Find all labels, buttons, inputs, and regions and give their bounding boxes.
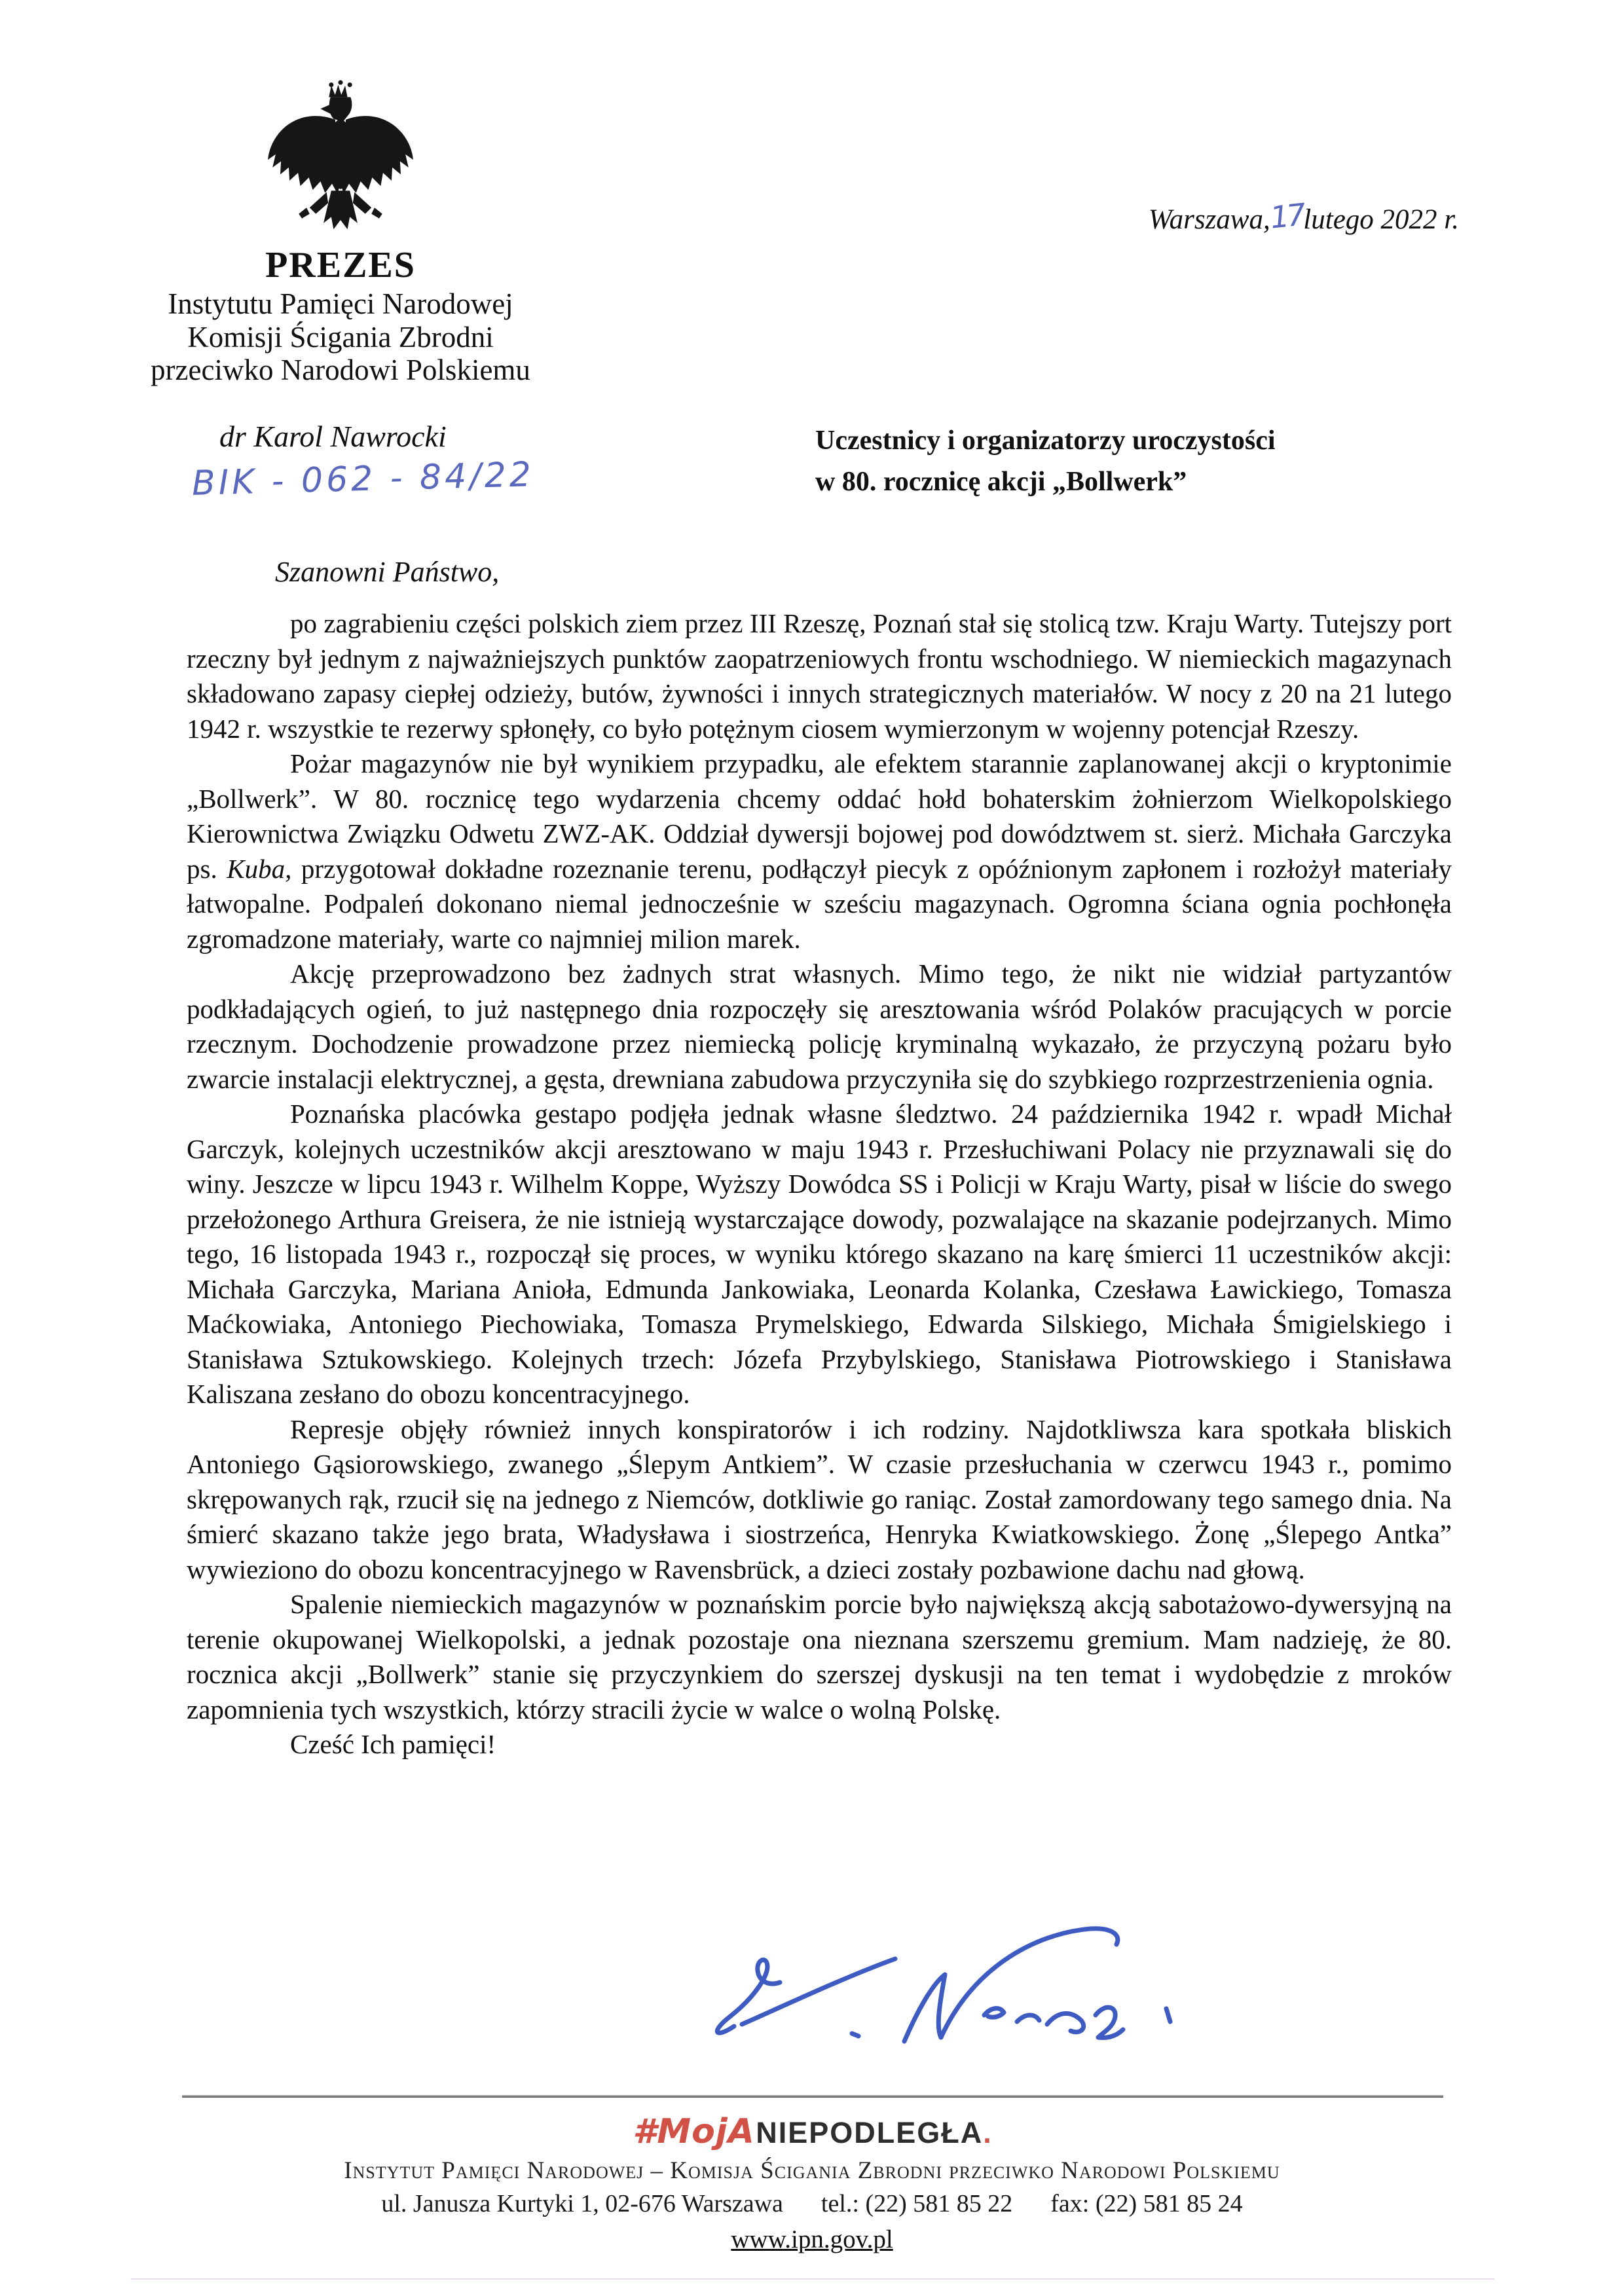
letterhead-org-line-3: przeciwko Narodowi Polskiemu bbox=[151, 354, 530, 387]
letter-paragraph: po zagrabieniu części polskich ziem przez III Rzeszę, Poznań stał się stolicą tzw. Kraju Warty. Tutejszy port rzeczny był jednym z najważniejszych punktów zaopatrzeniowych frontu wschodniego. W niemieckich magazynach składowano zapasy ciepłej odzieży, butów, żywności i innych strategicznych materiałów. W nocy z 20 na 21 lutego 1942 r. wszystkie te rezerwy spłonęły, co było potężnym ciosem wymierzonym w wojenny potencjał Rzeszy. bbox=[187, 608, 1452, 744]
letter-paragraph: Poznańska placówka gestapo podjęła jednak własne śledztwo. 24 października 1942 r. wpadł Michał Garczyk, kolejnych uczestników akcji aresztowano w maju 1943 r. Przesłuchiwani Polacy nie przyznawali się do winy. Jeszcze w lipcu 1943 r. Wilhelm Koppe, Wyższy Dowódca SS i Policji w Kraju Warty, pisał w liście do swego przełożonego Arthura Greisera, że nie istnieją wystarczające dowody, pozwalające na skazanie podejrzanych. Mimo tego, 16 listopada 1943 r., rozpoczął się proces, w wyniku którego skazano na karę śmierci 11 uczestników akcji: Michała Garczyka, Mariana Anioła, Edmunda Jankowiaka, Leonarda Kolanka, Czesława Ławickiego, Tomasza Maćkowiaka, Antoniego Piechowiaka, Tomasza Prymelskiego, Edwarda Silskiego, Michała Śmigielskiego i Stanisława Sztukowskiego. Kolejnych trzech: Józefa Przybylskiego, Stanisława Piotrowskiego i Stanisława Kaliszana zesłano do obozu koncentracyjnego. bbox=[187, 1099, 1452, 1409]
footer-divider bbox=[182, 2095, 1443, 2098]
letter-paragraph: Cześć Ich pamięci! bbox=[290, 1729, 496, 1759]
footer-website-row bbox=[0, 2225, 1624, 2254]
dateline-rest: lutego 2022 r. bbox=[1303, 204, 1459, 235]
letterhead bbox=[59, 77, 622, 387]
sender-name: dr Karol Nawrocki bbox=[219, 420, 447, 453]
letter-paragraph: Akcję przeprowadzono bez żadnych strat własnych. Mimo tego, że nikt nie widział partyzantów podkładających ogień, to już następnego dnia rozpoczęły się aresztowania wśród Polaków pracujących w porcie rzecznym. Dochodzenie prowadzone przez niemiecką policję kryminalną wykazało, że przyczyną pożaru było zwarcie instalacji elektrycznej, a gęsta, drewniana zabudowa przyczyniła się do szybkiego rozprzestrzenienia ognia. bbox=[187, 958, 1452, 1094]
moja-niepodlegla-logo bbox=[0, 2112, 1624, 2151]
letterhead-org-line-1: Instytutu Pamięci Narodowej bbox=[168, 287, 513, 320]
footer-telephone: tel.: (22) 581 85 22 bbox=[821, 2190, 1013, 2217]
website-link[interactable]: www.ipn.gov.pl bbox=[731, 2225, 893, 2253]
logo-dot: . bbox=[983, 2116, 991, 2149]
salutation: Szanowni Państwo, bbox=[275, 556, 500, 588]
logo-hashtag-text: #MojA bbox=[633, 2112, 755, 2151]
footer-fax: fax: (22) 581 85 24 bbox=[1050, 2190, 1243, 2217]
letterhead-title: PREZES bbox=[265, 245, 416, 285]
addressee-line-1: Uczestnicy i organizatorzy uroczystości bbox=[815, 426, 1276, 456]
polish-eagle-emblem-icon bbox=[263, 77, 418, 242]
dateline bbox=[1148, 196, 1459, 236]
letter-paragraphs bbox=[187, 606, 1452, 1762]
logo-word-text: NIEPODLEGŁA bbox=[756, 2116, 984, 2149]
handwritten-signature bbox=[704, 1905, 1215, 2056]
letter-paragraph: Represje objęły również innych konspiratorów i ich rodziny. Najdotkliwsza kara spotkała bliskich Antoniego Gąsiorowskiego, zwanego „Ślepym Antkiem”. W czasie przesłuchania w czerwcu 1943 r., pomimo skrępowanych rąk, rzucił się na jednego z Niemców, dotkliwie go raniąc. Został zamordowany tego samego dnia. Na śmierć skazano także jego brata, Władysława i siostrzeńca, Henryka Kwiatkowskiego. Żonę „Ślepego Antka” wywieziono do obozu koncentracyjnego w Ravensbrück, a dzieci zostały pozbawione dachu nad głową. bbox=[187, 1413, 1452, 1584]
dateline-place: Warszawa, bbox=[1148, 204, 1270, 235]
letter-paragraph: Spalenie niemieckich magazynów w poznańskim porcie było największą akcją sabotażowo-dywersyjną na terenie okupowanej Wielkopolski, a jednak pozostaje ona nieznana szerszemu gremium. Mam nadzieję, że 80. rocznica akcji „Bollwerk” stanie się przyczynkiem do szerszej dyskusji na ten temat i wydobędzie z mroków zapomnienia tych wszystkich, którzy stracili życie w walce o wolną Polskę. bbox=[187, 1589, 1452, 1724]
dateline-handwritten-day: 17 bbox=[1268, 196, 1305, 236]
addressee-line-2: w 80. rocznicę akcji „Bollwerk” bbox=[815, 467, 1187, 497]
letterhead-org-line-2: Komisji Ścigania Zbrodni bbox=[187, 320, 494, 354]
footer-institution-line: Instytut Pamięci Narodowej – Komisja Ścigania Zbrodni przeciwko Narodowi Polskiemu bbox=[344, 2157, 1280, 2184]
reference-number-handwritten: BIK - 062 - 84/22 bbox=[191, 455, 535, 503]
addressee-block bbox=[815, 420, 1276, 503]
letter-paragraph: Pożar magazynów nie był wynikiem przypadku, ale efektem starannie zaplanowanej akcji o kryptonimie „Bollwerk”. W 80. rocznicę tego wydarzenia chcemy oddać hołd bohaterskim żołnierzom Wielkopolskiego Kierownictwa Związku Odwetu ZWZ-AK. Oddział dywersji bojowej pod dowództwem st. sierż. Michała Garczyka ps. Kuba, przygotował dokładne rozeznanie terenu, podłączył piecyk z opóźnionym zapłonem i rozłożył materiały łatwopalne. Podpaleń dokonano niemal jednocześnie w sześciu magazynach. Ogromna ściana ognia pochłonęła zgromadzone materiały, warte co najmniej milion marek. bbox=[187, 748, 1452, 954]
footer-street-address: ul. Janusza Kurtyki 1, 02-676 Warszawa bbox=[381, 2190, 783, 2217]
scan-bottom-hairline bbox=[131, 2278, 1494, 2280]
footer-address-line bbox=[0, 2189, 1624, 2218]
